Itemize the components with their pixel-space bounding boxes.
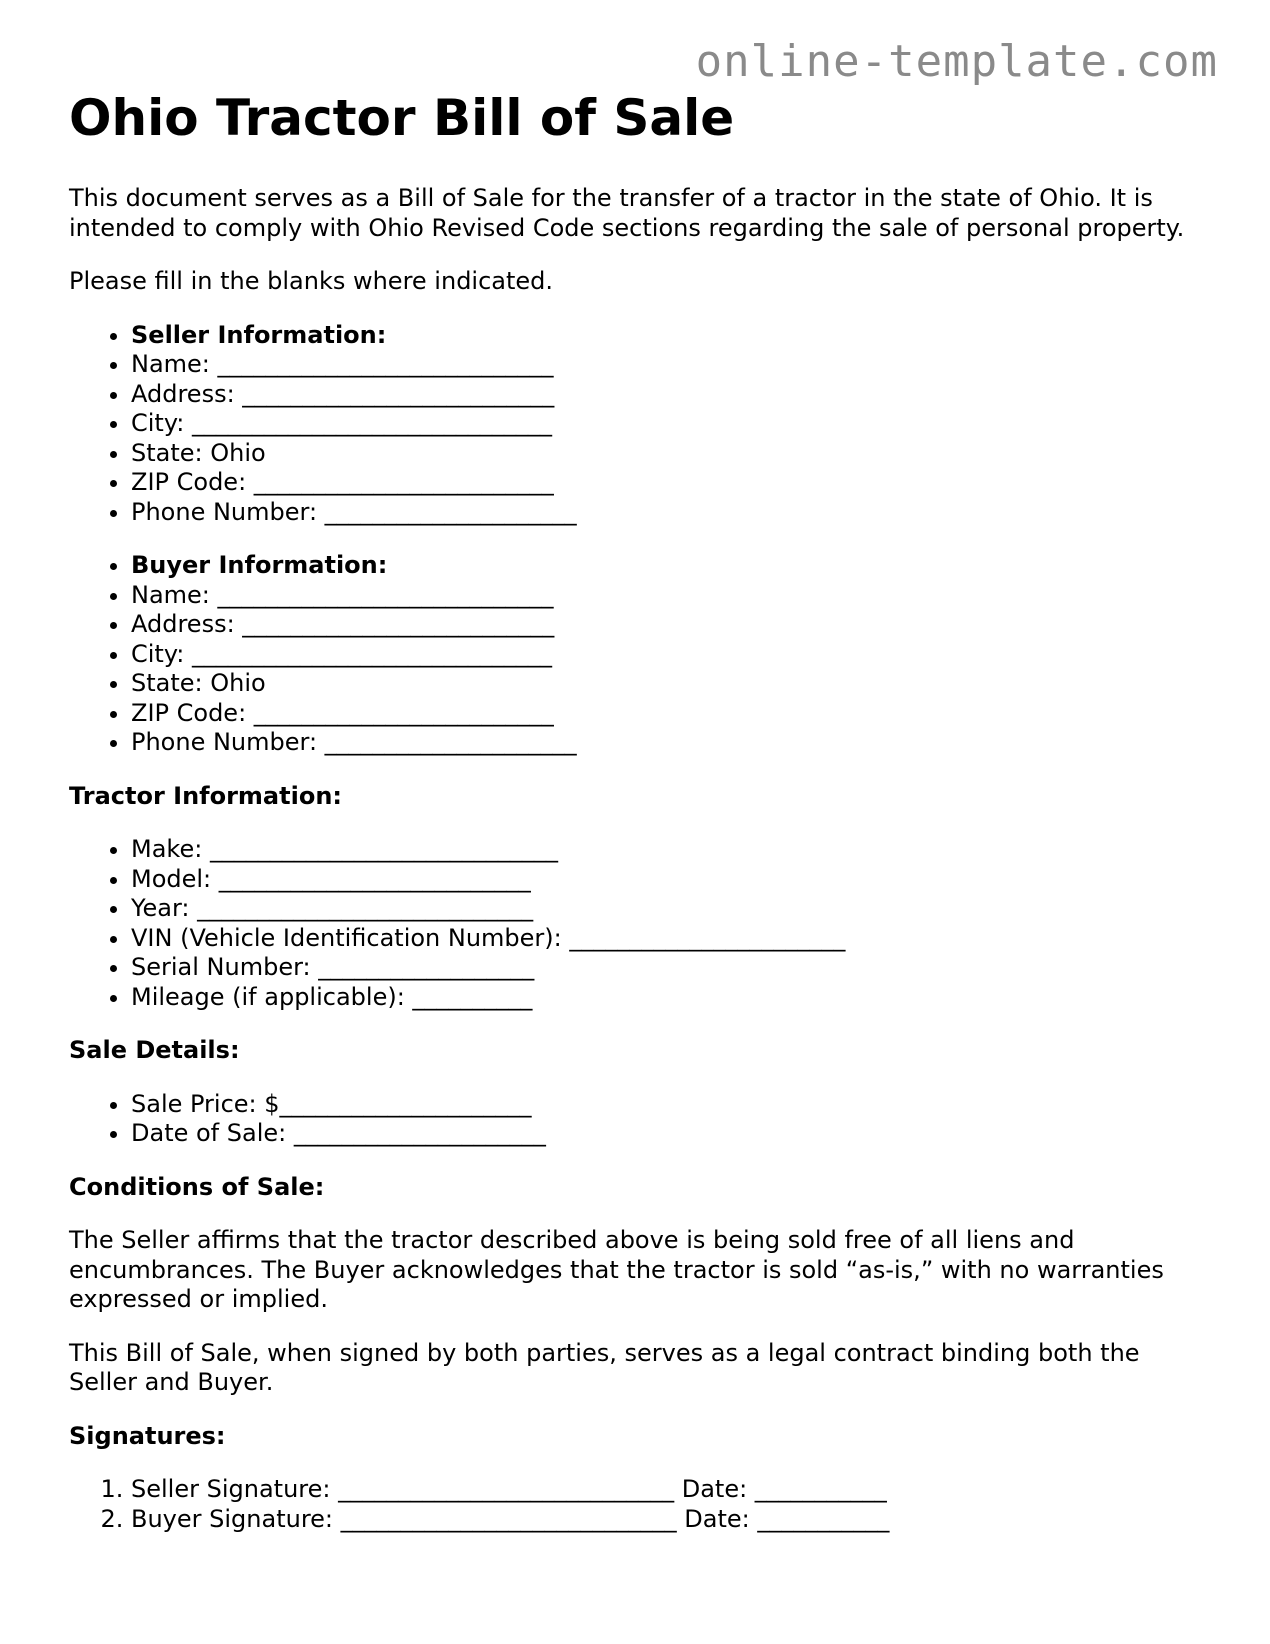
- sale-details-list: [69, 1090, 1209, 1149]
- seller-state-field: • State: Ohio: [131, 439, 1209, 469]
- seller-name-field[interactable]: • Name: ____________________________: [131, 350, 1209, 380]
- document-page: [69, 86, 1209, 1558]
- sale-price-field[interactable]: • Sale Price: $_____________________: [131, 1090, 1209, 1120]
- tractor-serial-field[interactable]: • Serial Number: __________________: [131, 953, 1209, 983]
- tractor-info-list: [69, 835, 1209, 1012]
- seller-address-field[interactable]: • Address: __________________________: [131, 380, 1209, 410]
- tractor-make-field[interactable]: • Make: _____________________________: [131, 835, 1209, 865]
- buyer-signature-field[interactable]: 2. Buyer Signature: ____________________________ Date: ___________: [131, 1505, 1209, 1535]
- signatures-heading: Signatures:: [69, 1421, 226, 1450]
- buyer-zip-field[interactable]: • ZIP Code: _________________________: [131, 699, 1209, 729]
- intro-paragraph: This document serves as a Bill of Sale for the transfer of a tractor in the state of Ohio. It is intended to comply with Ohio Revised Code sections regarding the sale of personal property.: [69, 184, 1185, 242]
- seller-heading: • Seller Information:: [131, 321, 1209, 351]
- signatures-list: [69, 1475, 1209, 1534]
- sale-heading: Sale Details:: [69, 1036, 240, 1064]
- seller-city-field[interactable]: • City: ______________________________: [131, 409, 1209, 439]
- buyer-city-field[interactable]: • City: ______________________________: [131, 640, 1209, 670]
- seller-signature-field[interactable]: 1. Seller Signature: ____________________________ Date: ___________: [131, 1475, 1209, 1505]
- buyer-name-field[interactable]: • Name: ____________________________: [131, 581, 1209, 611]
- tractor-mileage-field[interactable]: • Mileage (if applicable): __________: [131, 983, 1209, 1013]
- conditions-paragraph-1: The Seller affirms that the tractor described above is being sold free of all liens and encumbrances. The Buyer acknowledges that the tractor is sold “as-is,” with no warranties expressed or implied.: [69, 1226, 1164, 1313]
- seller-zip-field[interactable]: • ZIP Code: _________________________: [131, 468, 1209, 498]
- conditions-paragraph-2: This Bill of Sale, when signed by both parties, serves as a legal contract binding both the Seller and Buyer.: [69, 1338, 1140, 1396]
- tractor-year-field[interactable]: • Year: ____________________________: [131, 894, 1209, 924]
- seller-phone-field[interactable]: • Phone Number: _____________________: [131, 498, 1209, 528]
- instructions-paragraph: Please fill in the blanks where indicated.: [69, 267, 554, 295]
- tractor-heading: Tractor Information:: [69, 781, 342, 810]
- buyer-state-field: • State: Ohio: [131, 669, 1209, 699]
- buyer-heading: • Buyer Information:: [131, 551, 1209, 581]
- sale-date-field[interactable]: • Date of Sale: _____________________: [131, 1119, 1209, 1149]
- buyer-info-list: [69, 551, 1209, 758]
- tractor-model-field[interactable]: • Model: __________________________: [131, 865, 1209, 895]
- seller-info-list: [69, 321, 1209, 528]
- buyer-address-field[interactable]: • Address: __________________________: [131, 610, 1209, 640]
- conditions-heading: Conditions of Sale:: [69, 1172, 325, 1201]
- tractor-vin-field[interactable]: • VIN (Vehicle Identification Number): _______________________: [131, 924, 1209, 954]
- watermark: online-template.com: [695, 36, 1218, 87]
- buyer-phone-field[interactable]: • Phone Number: _____________________: [131, 728, 1209, 758]
- page-title: Ohio Tractor Bill of Sale: [69, 89, 735, 147]
